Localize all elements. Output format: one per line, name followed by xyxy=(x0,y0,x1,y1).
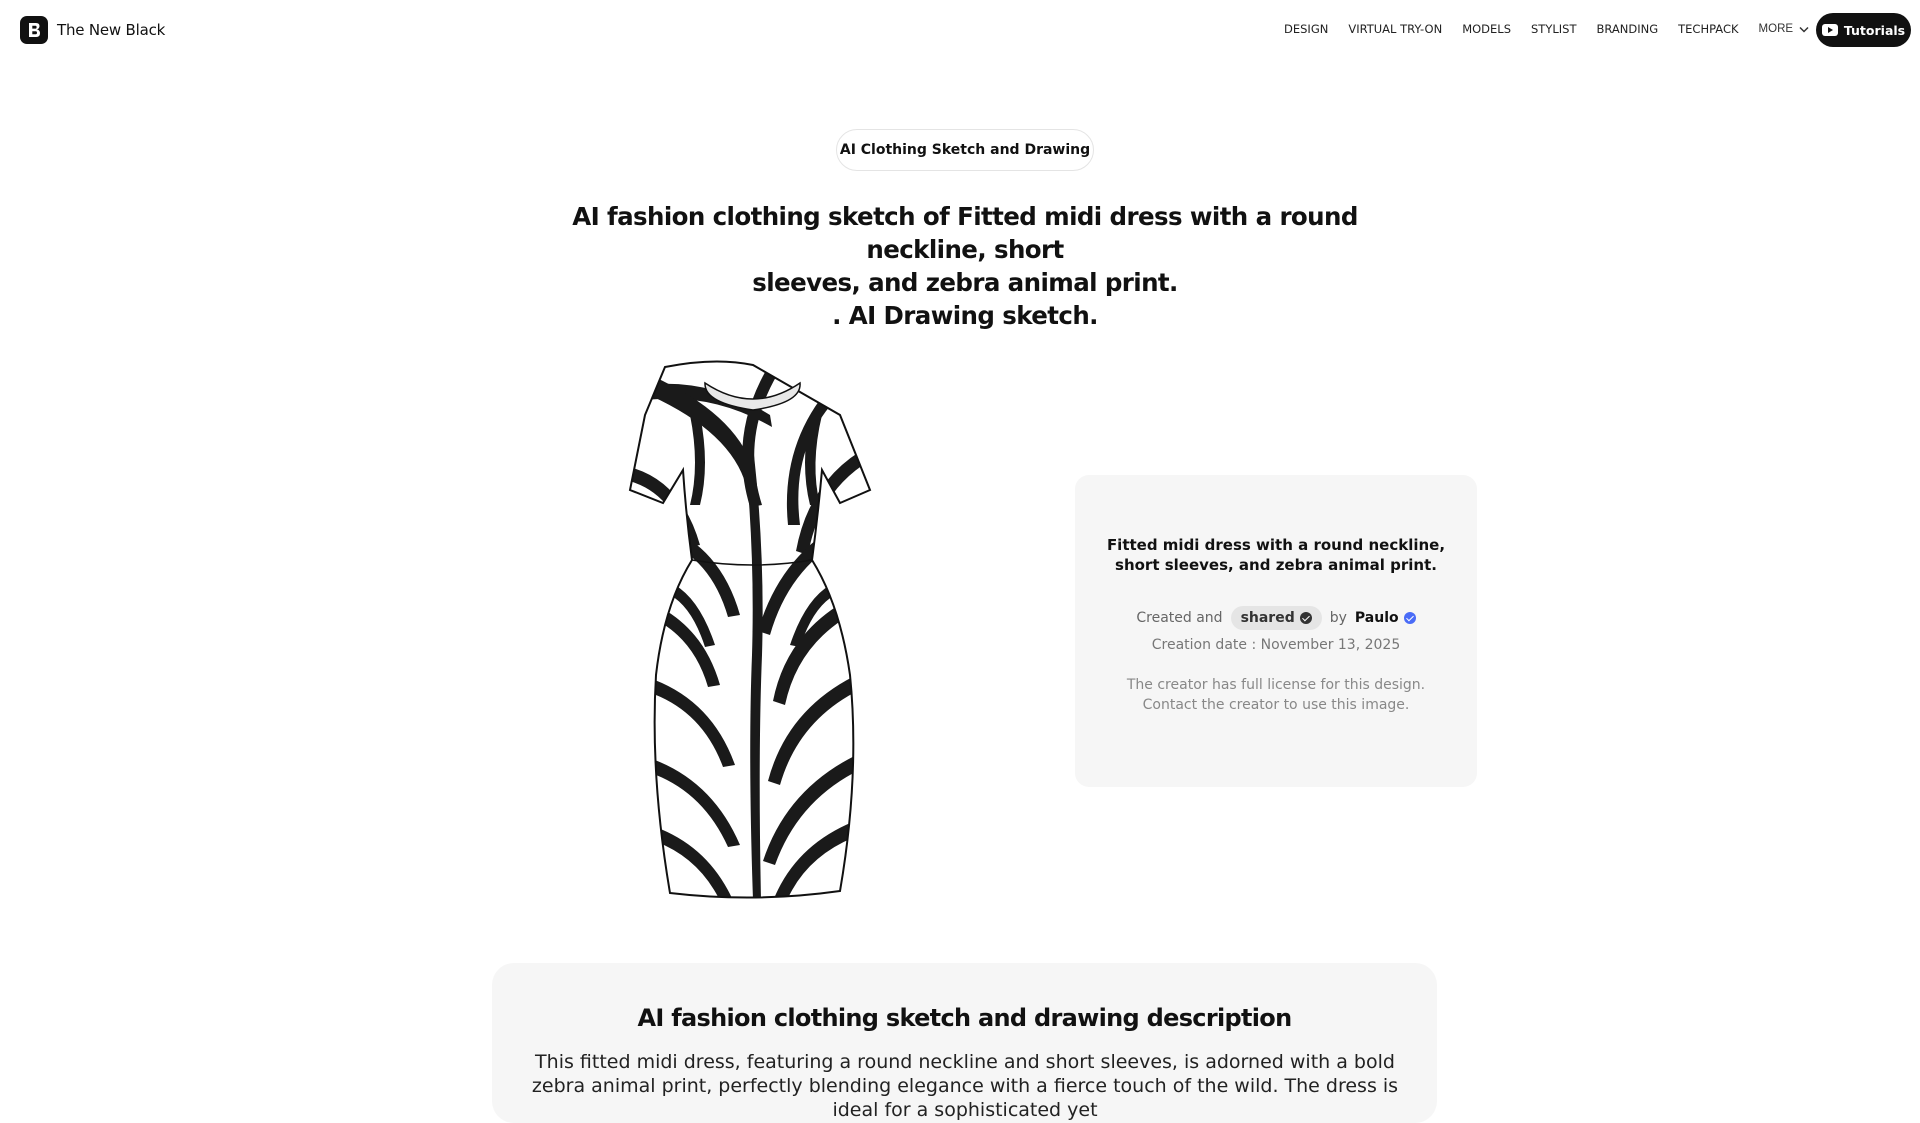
nav-models[interactable]: MODELS xyxy=(1462,22,1511,36)
created-and-label: Created and xyxy=(1136,610,1223,626)
nav-more-dropdown[interactable] xyxy=(1759,23,1810,35)
check-circle-icon xyxy=(1300,612,1312,624)
shared-badge xyxy=(1231,606,1322,630)
nav-more-label: MORE xyxy=(1758,23,1794,35)
nav-branding[interactable]: BRANDING xyxy=(1596,22,1659,36)
brand-name: The New Black xyxy=(57,21,166,39)
verified-icon xyxy=(1404,612,1416,624)
description-title: AI fashion clothing sketch and drawing description xyxy=(637,1004,1292,1032)
page-title-line-3: . AI Drawing sketch. xyxy=(832,301,1098,330)
tutorials-label: Tutorials xyxy=(1843,22,1906,38)
creation-date: Creation date : November 13, 2025 xyxy=(1151,637,1401,653)
brand-link[interactable] xyxy=(20,16,165,44)
nav-techpack[interactable]: TECHPACK xyxy=(1678,22,1739,36)
b-logo-icon xyxy=(20,16,48,44)
top-navigation xyxy=(0,0,1920,60)
page-title-line-2: sleeves, and zebra animal print. xyxy=(752,268,1178,297)
main-nav xyxy=(1284,22,1809,36)
creator-row xyxy=(1075,606,1477,630)
nav-design[interactable]: DESIGN xyxy=(1284,22,1329,36)
design-info-card xyxy=(1075,475,1477,787)
chevron-down-icon xyxy=(1799,26,1809,33)
tutorials-button[interactable] xyxy=(1816,13,1911,47)
author-link[interactable]: Paulo xyxy=(1354,610,1399,626)
nav-virtual-try-on[interactable]: VIRTUAL TRY-ON xyxy=(1348,22,1443,36)
dress-sketch-image[interactable] xyxy=(540,355,1020,905)
page-title-line-1: AI fashion clothing sketch of Fitted midi dress with a round neckline, short xyxy=(572,202,1358,264)
by-label: by xyxy=(1329,610,1347,626)
design-title: Fitted midi dress with a round neckline, short sleeves, and zebra animal print. xyxy=(1106,536,1446,574)
shared-label: shared xyxy=(1240,610,1295,626)
youtube-icon xyxy=(1822,24,1838,36)
license-text: The creator has full license for this design. Contact the creator to use this image. xyxy=(1126,677,1426,713)
nav-stylist[interactable]: STYLIST xyxy=(1531,22,1577,36)
category-pill[interactable]: AI Clothing Sketch and Drawing xyxy=(836,129,1094,171)
description-body: This fitted midi dress, featuring a round neckline and short sleeves, is adorned with a bold zebra animal print, perfectly blending elegance with a fierce touch of the wild. The dress is ideal for a sophisticated yet xyxy=(531,1051,1399,1121)
page-title xyxy=(540,200,1390,332)
